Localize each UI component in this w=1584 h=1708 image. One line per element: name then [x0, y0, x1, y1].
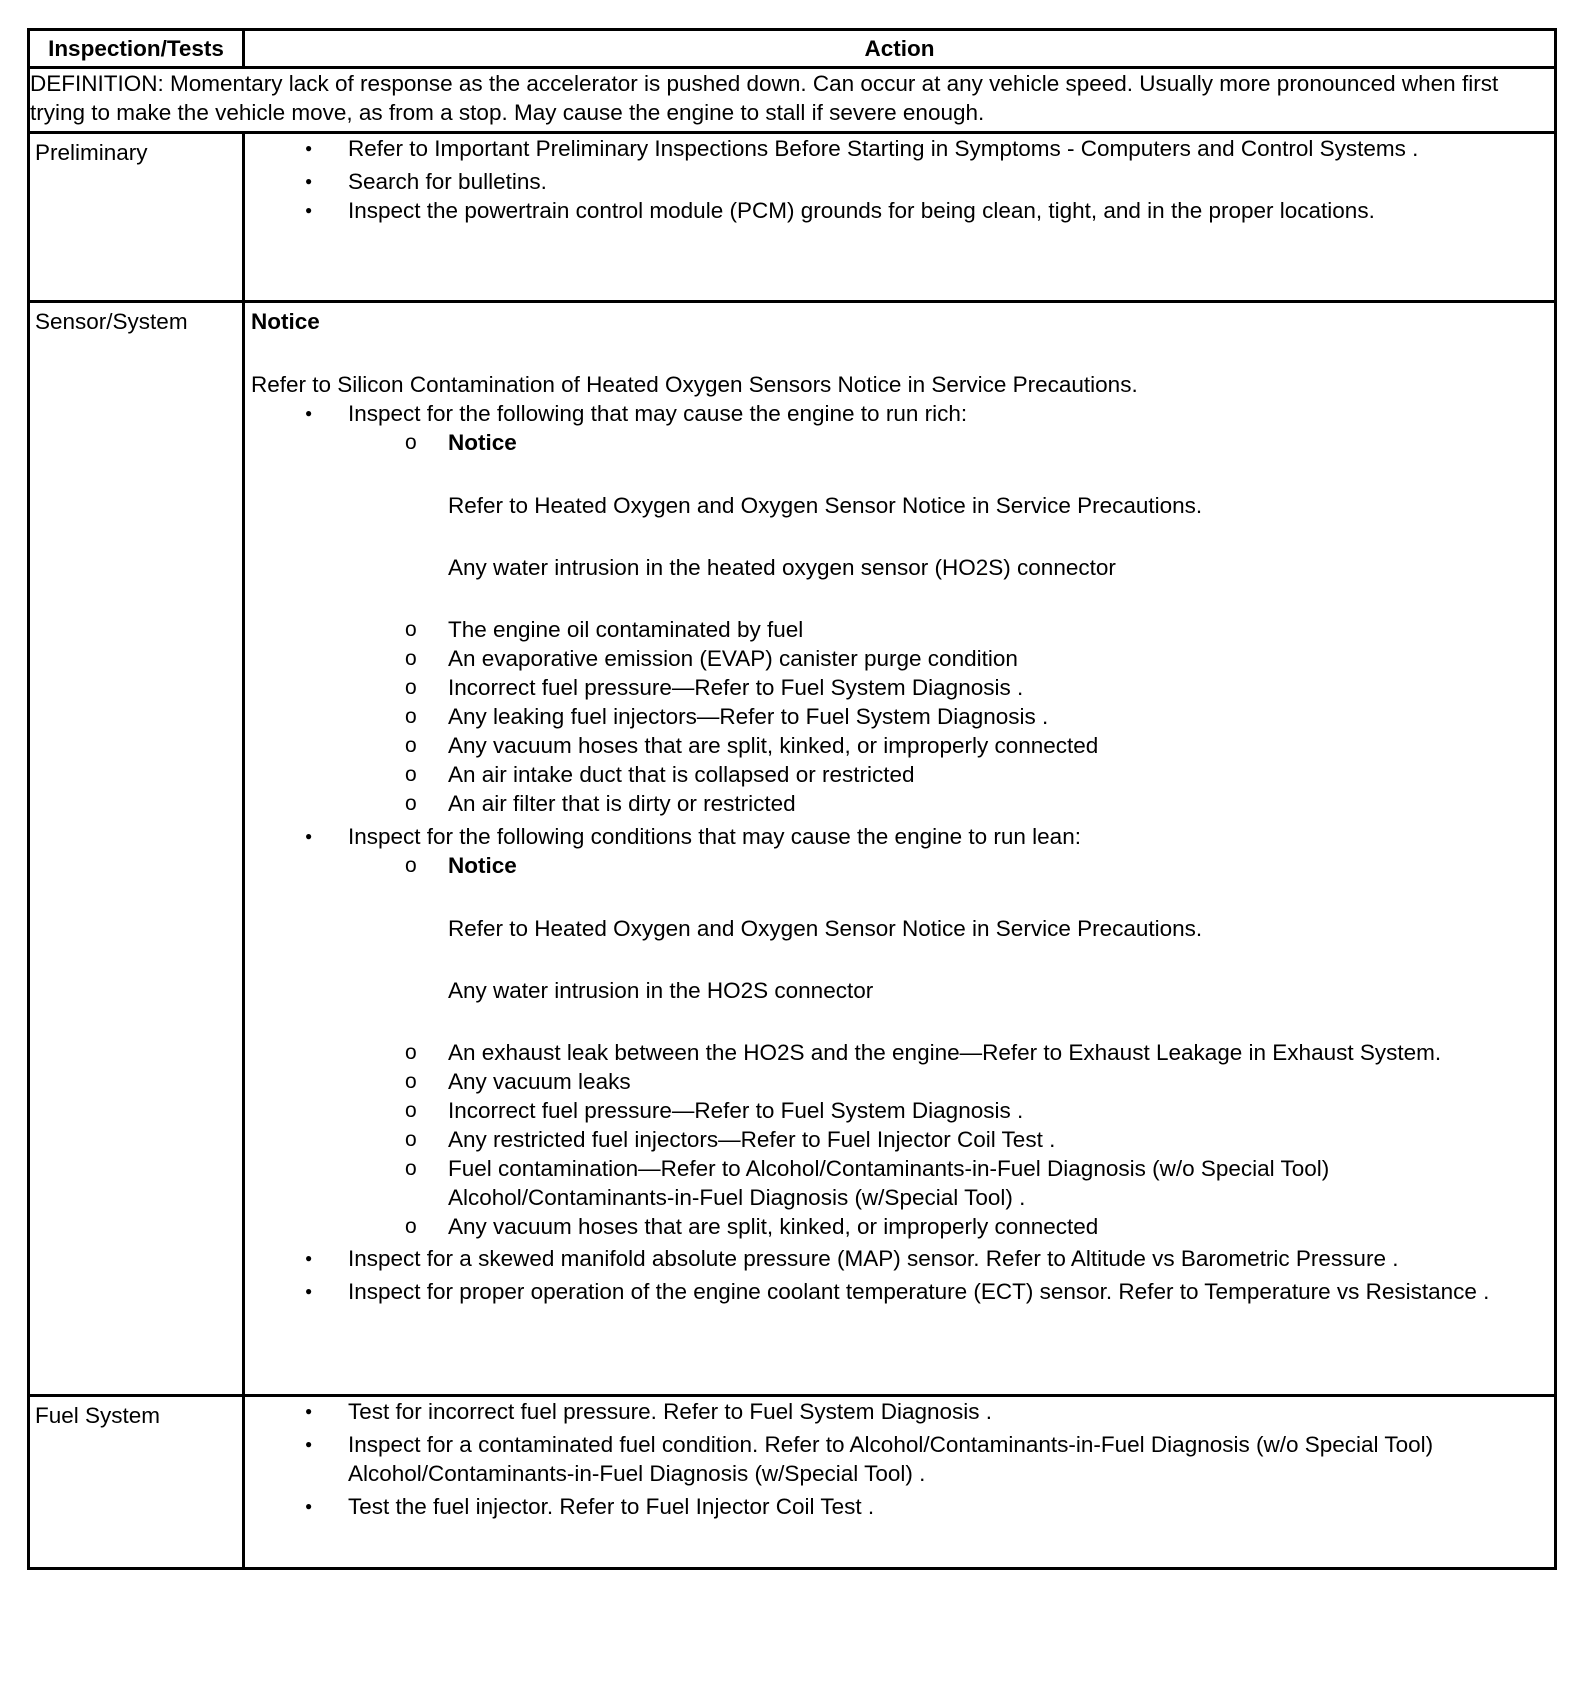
notice-text: Refer to Heated Oxygen and Oxygen Sensor Notice in Service Precautions.	[448, 916, 1203, 941]
list-item: ● Refer to Important Preliminary Inspections Before Starting in Symptoms - Computers and Control Systems .	[251, 134, 1540, 163]
list-item: ● Inspect the powertrain control module (PCM) grounds for being clean, tight, and in the proper locations.	[251, 196, 1540, 225]
header-action: Action	[244, 30, 1556, 68]
sublist-item: o An evaporative emission (EVAP) canister purge condition	[251, 644, 1540, 673]
fuel-system-actions	[244, 1396, 1556, 1569]
list-item-run-lean	[251, 822, 1540, 1241]
list-item: ● Search for bulletins.	[251, 167, 1540, 196]
sublist-item: o Any leaking fuel injectors—Refer to Fuel System Diagnosis .	[251, 702, 1540, 731]
sublist-item: o An air filter that is dirty or restricted	[251, 789, 1540, 818]
sensor-system-actions	[244, 302, 1556, 1396]
list-item: ● Test the fuel injector. Refer to Fuel Injector Coil Test .	[251, 1492, 1540, 1521]
sensor-list	[251, 399, 1540, 1306]
sublist-item: o An exhaust leak between the HO2S and the engine—Refer to Exhaust Leakage in Exhaust System.	[251, 1038, 1540, 1067]
sublist-item: o Fuel contamination—Refer to Alcohol/Contaminants-in-Fuel Diagnosis (w/o Special Tool) Alcohol/Contaminants-in-Fuel Diagnosis (w/Special Tool) .	[251, 1154, 1540, 1212]
sublist-item: o The engine oil contaminated by fuel	[251, 615, 1540, 644]
sublist-item: o Any vacuum hoses that are split, kinked, or improperly connected	[251, 1212, 1540, 1241]
list-item-map-sensor: ● Inspect for a skewed manifold absolute pressure (MAP) sensor. Refer to Altitude vs Barometric Pressure .	[251, 1244, 1540, 1273]
notice-text: Refer to Heated Oxygen and Oxygen Sensor Notice in Service Precautions.	[448, 493, 1203, 518]
sublist-item: o Incorrect fuel pressure—Refer to Fuel System Diagnosis .	[251, 1096, 1540, 1125]
fuel-system-row	[29, 1396, 1556, 1569]
sensor-system-row	[29, 302, 1556, 1396]
sensor-system-label: Sensor/System	[29, 302, 244, 1396]
sublist-item-notice	[251, 428, 1540, 582]
notice-heading: o Notice	[448, 430, 517, 455]
sublist-item: o Any vacuum hoses that are split, kinked, or improperly connected	[251, 731, 1540, 760]
sublist-item: o Any vacuum leaks	[251, 1067, 1540, 1096]
list-item-run-rich	[251, 399, 1540, 818]
list-item: ● Test for incorrect fuel pressure. Refer to Fuel System Diagnosis .	[251, 1397, 1540, 1426]
definition-text: DEFINITION: Momentary lack of response as the accelerator is pushed down. Can occur at any vehicle speed. Usually more pronounced when first trying to make the vehicle move, as from a stop. May cause the engine to stall if severe enough.	[29, 68, 1556, 133]
notice-text: Refer to Silicon Contamination of Heated Oxygen Sensors Notice in Service Precautions.	[251, 372, 1138, 397]
fuel-list	[251, 1397, 1540, 1521]
notice-heading: Notice	[251, 309, 320, 334]
run-lean-sublist	[348, 851, 1540, 1241]
header-row	[29, 30, 1556, 68]
notice-item-text: Any water intrusion in the heated oxygen sensor (HO2S) connector	[448, 555, 1116, 580]
document-page	[27, 28, 1554, 1570]
preliminary-list	[251, 134, 1540, 225]
sublist-item-notice	[251, 851, 1540, 1005]
list-item-ect-sensor: ● Inspect for proper operation of the engine coolant temperature (ECT) sensor. Refer to Temperature vs Resistance .	[251, 1277, 1540, 1306]
notice-heading: o Notice	[448, 853, 517, 878]
notice-item-text: Any water intrusion in the HO2S connector	[448, 978, 874, 1003]
sublist-item: o Incorrect fuel pressure—Refer to Fuel System Diagnosis .	[251, 673, 1540, 702]
definition-row	[29, 68, 1556, 133]
header-inspection-tests: Inspection/Tests	[29, 30, 244, 68]
run-lean-intro: Inspect for the following conditions that may cause the engine to run lean:	[348, 824, 1081, 849]
sublist-item: o Any restricted fuel injectors—Refer to Fuel Injector Coil Test .	[251, 1125, 1540, 1154]
fuel-system-label: Fuel System	[29, 1396, 244, 1569]
diagnosis-table	[27, 28, 1557, 1570]
list-item: ● Inspect for a contaminated fuel condition. Refer to Alcohol/Contaminants-in-Fuel Diagnosis (w/o Special Tool) Alcohol/Contaminants-in-Fuel Diagnosis (w/Special Tool) .	[251, 1430, 1540, 1488]
preliminary-row	[29, 133, 1556, 302]
sublist-item: o An air intake duct that is collapsed or restricted	[251, 760, 1540, 789]
run-rich-sublist	[348, 428, 1540, 818]
preliminary-label: Preliminary	[29, 133, 244, 302]
preliminary-actions	[244, 133, 1556, 302]
run-rich-intro: Inspect for the following that may cause the engine to run rich:	[348, 401, 968, 426]
